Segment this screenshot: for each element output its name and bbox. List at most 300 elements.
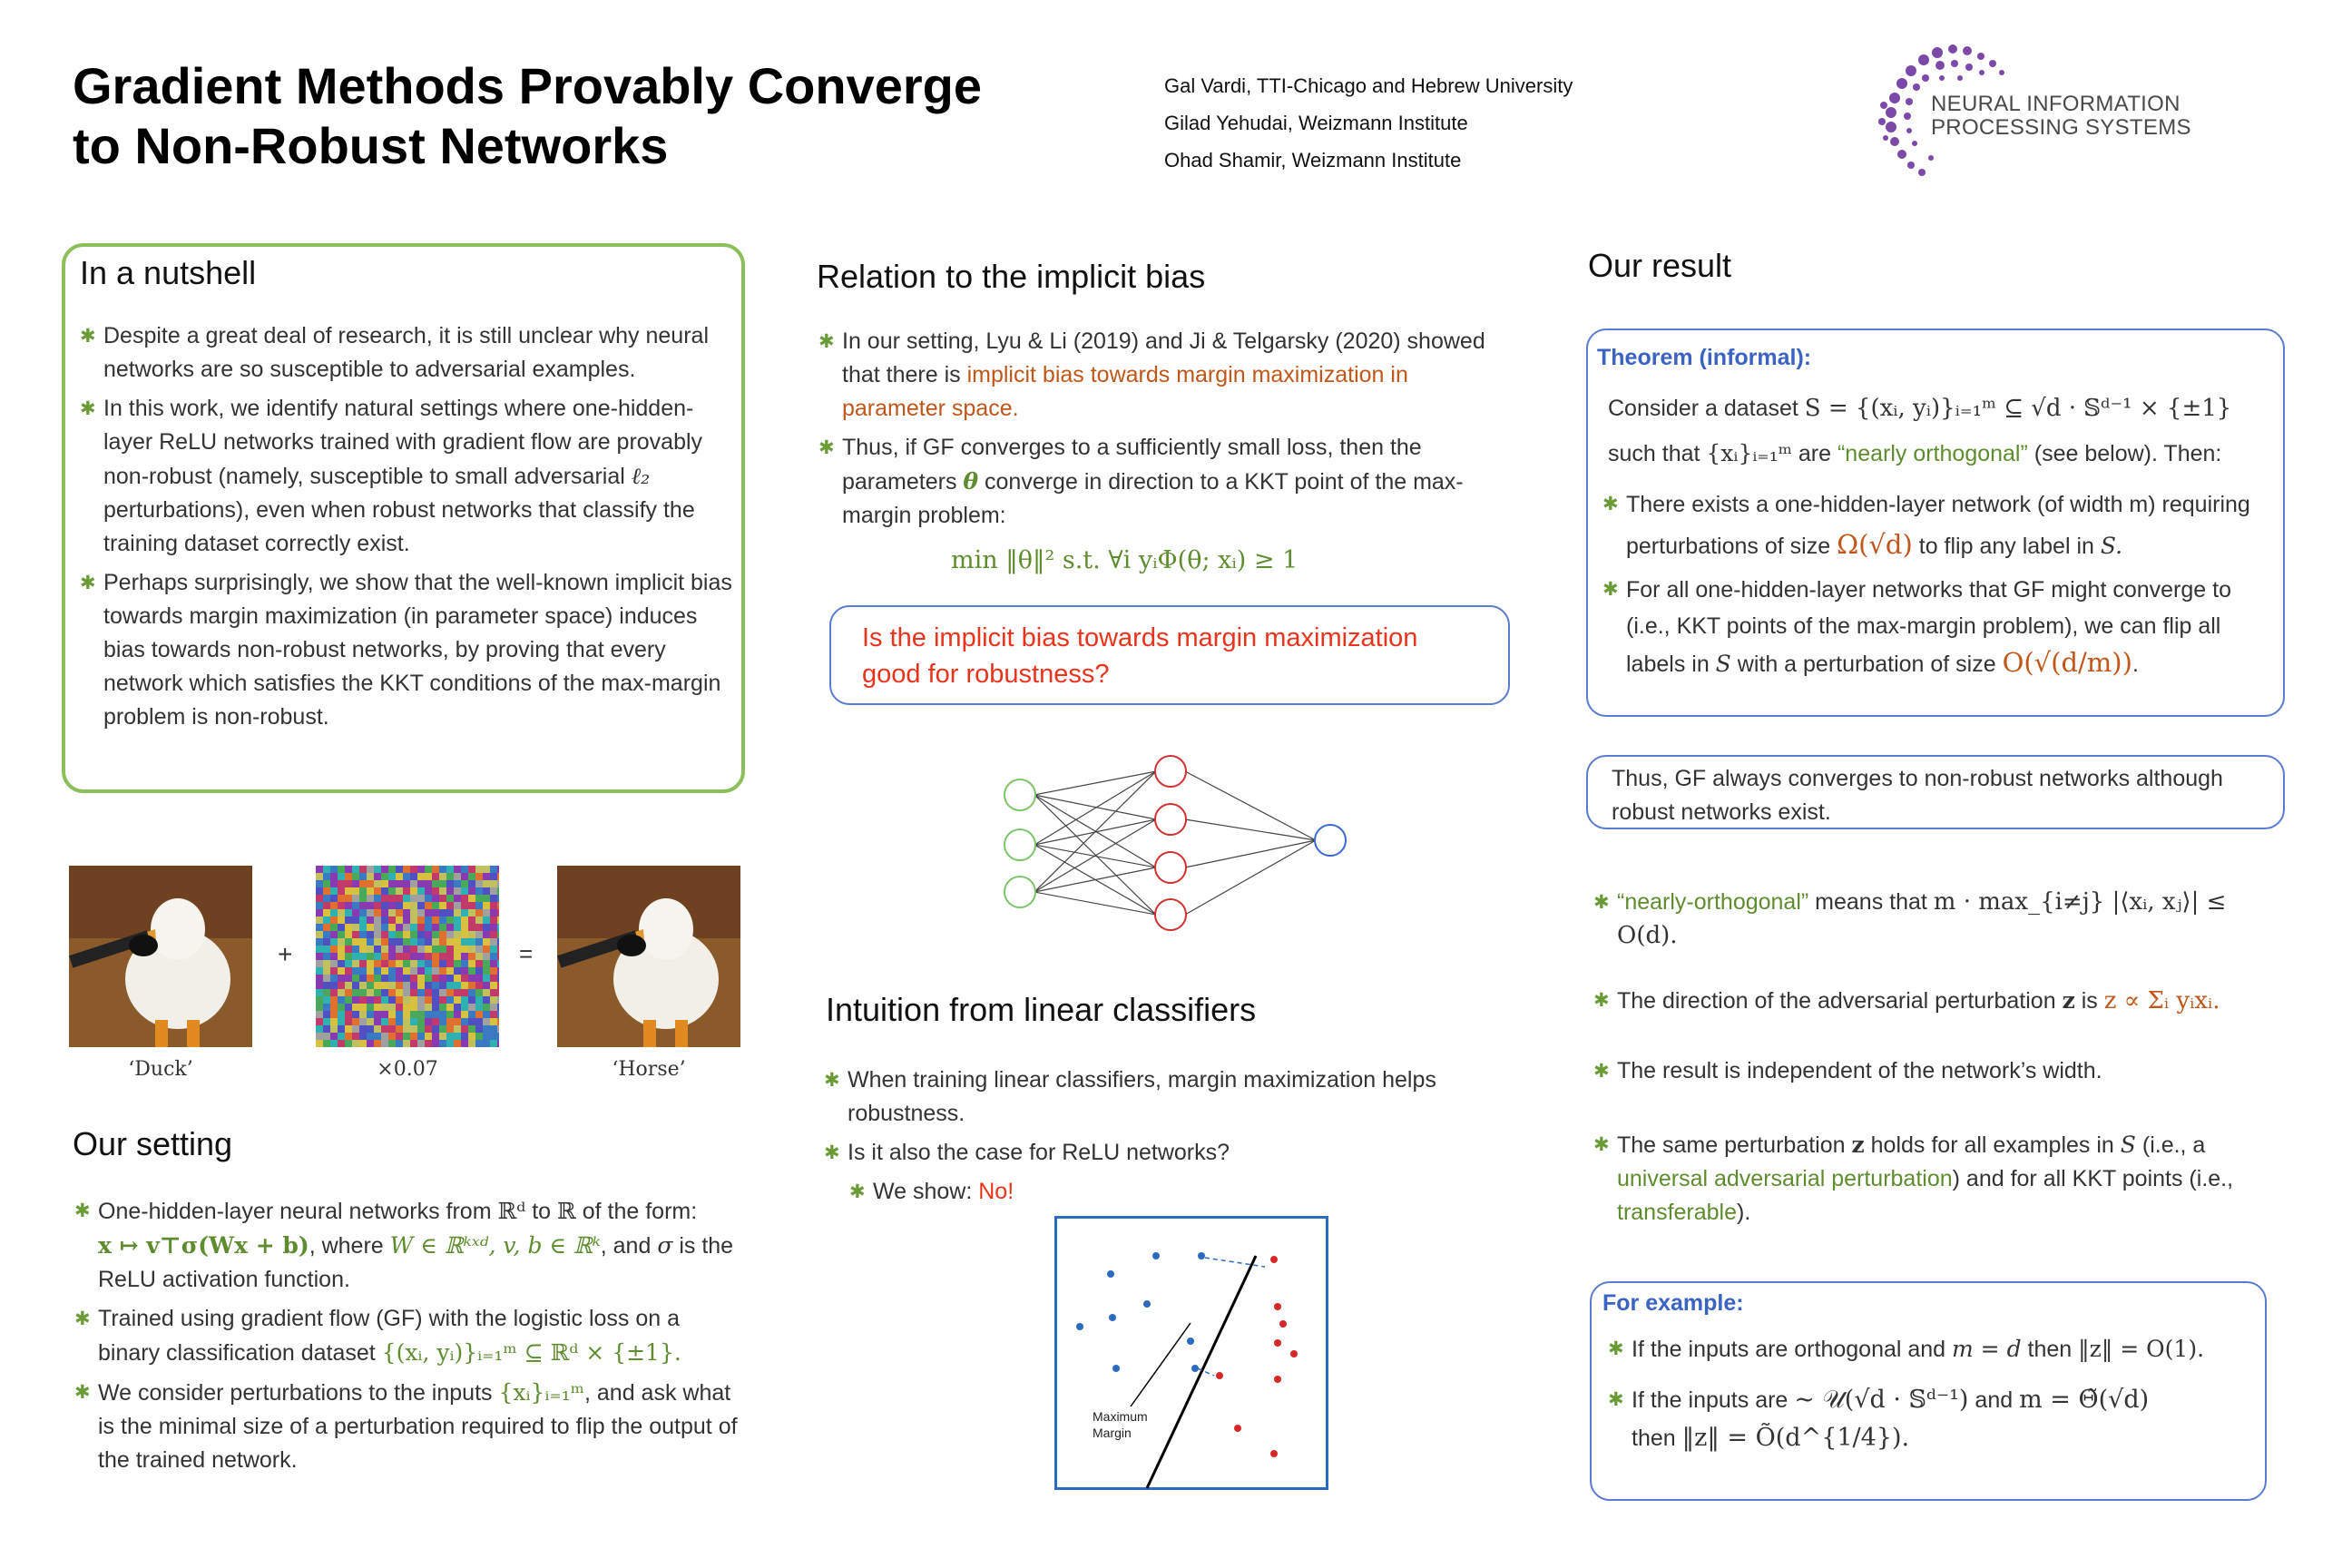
author-3: Ohad Shamir, Weizmann Institute xyxy=(1164,149,1462,172)
noise-pixel xyxy=(417,1004,425,1011)
noise-pixel xyxy=(468,873,475,880)
noise-pixel xyxy=(454,996,461,1004)
noise-pixel xyxy=(475,1040,483,1047)
noise-pixel xyxy=(367,931,374,938)
noise-pixel xyxy=(330,880,338,887)
noise-pixel xyxy=(497,1040,499,1047)
noise-pixel xyxy=(367,996,374,1004)
noise-pixel xyxy=(439,887,446,895)
noise-pixel xyxy=(388,982,396,989)
noise-pixel xyxy=(330,967,338,975)
blue-point xyxy=(1143,1300,1151,1308)
noise-pixel xyxy=(352,953,359,960)
nutshell-bullet-2: ✱ In this work, we identify natural settings where one-hidden-layer ReLU networks trained with gradient flow are provably non-robust (namely, susceptible to small adversarial ℓ₂ perturbations), even when robust networks that classify the training dataset correctly exist. xyxy=(80,392,735,561)
red-point xyxy=(1274,1376,1281,1383)
noise-pixel xyxy=(461,1033,468,1040)
noise-pixel xyxy=(410,946,417,953)
noise-pixel xyxy=(461,1011,468,1018)
noise-pixel xyxy=(432,916,439,924)
setting-bullet-3: ✱ We consider perturbations to the inputs {xᵢ}ᵢ₌₁ᵐ, and ask what is the minimal size of a perturbation required to flip the output of the trained network. xyxy=(74,1376,746,1477)
noise-pixel xyxy=(475,996,483,1004)
noise-pixel xyxy=(403,960,410,967)
noise-pixel xyxy=(374,887,381,895)
noise-pixel xyxy=(367,1033,374,1040)
noise-pixel xyxy=(367,887,374,895)
noise-pixel xyxy=(338,1011,345,1018)
noise-pixel xyxy=(381,909,388,916)
linear-bullet-2: ✱ Is it also the case for ReLU networks? xyxy=(824,1136,1514,1170)
noise-pixel xyxy=(490,975,497,982)
noise-pixel xyxy=(388,916,396,924)
noise-pixel xyxy=(381,1011,388,1018)
noise-pixel xyxy=(497,1011,499,1018)
noise-pixel xyxy=(381,880,388,887)
noise-pixel xyxy=(345,866,352,873)
noise-pixel xyxy=(316,975,323,982)
noise-pixel xyxy=(439,902,446,909)
noise-pixel xyxy=(439,873,446,880)
noise-pixel xyxy=(374,975,381,982)
noise-pixel xyxy=(367,1011,374,1018)
noise-pixel xyxy=(410,916,417,924)
noise-pixel xyxy=(388,1025,396,1033)
noise-pixel xyxy=(490,1040,497,1047)
noise-pixel xyxy=(316,1040,323,1047)
noise-pixel xyxy=(425,887,432,895)
noise-pixel xyxy=(396,916,403,924)
noise-pixel xyxy=(338,960,345,967)
noise-pixel xyxy=(490,982,497,989)
noise-pixel xyxy=(454,960,461,967)
noise-pixel xyxy=(432,1004,439,1011)
noise-pixel xyxy=(374,982,381,989)
noise-pixel xyxy=(446,895,454,902)
nutshell-list xyxy=(80,319,735,740)
noise-pixel xyxy=(475,909,483,916)
noise-pixel xyxy=(352,975,359,982)
noise-pixel xyxy=(403,996,410,1004)
noise-pixel xyxy=(461,938,468,946)
noise-pixel xyxy=(330,938,338,946)
linear-list xyxy=(824,1063,1514,1214)
noise-pixel xyxy=(396,960,403,967)
noise-pixel xyxy=(454,895,461,902)
noise-pixel xyxy=(396,873,403,880)
noise-pixel xyxy=(490,895,497,902)
noise-pixel xyxy=(439,1018,446,1025)
noise-pixel xyxy=(483,946,490,953)
noise-pixel xyxy=(352,989,359,996)
noise-pixel xyxy=(461,960,468,967)
noise-pixel xyxy=(432,895,439,902)
noise-pixel xyxy=(461,909,468,916)
noise-pixel xyxy=(359,953,367,960)
noise-pixel xyxy=(425,873,432,880)
noise-pixel xyxy=(497,924,499,931)
noise-pixel xyxy=(338,931,345,938)
noise-pixel xyxy=(316,873,323,880)
noise-pixel xyxy=(417,895,425,902)
noise-pixel xyxy=(323,1040,330,1047)
theorem-line-2: such that {xᵢ}ᵢ₌₁ᵐ are “nearly orthogonal” (see below). Then: xyxy=(1608,440,2222,466)
noise-pixel xyxy=(381,873,388,880)
noise-pixel xyxy=(367,873,374,880)
noise-pixel xyxy=(439,996,446,1004)
noise-pixel xyxy=(497,967,499,975)
noise-pixel xyxy=(330,895,338,902)
noise-pixel xyxy=(359,924,367,931)
horse-labeled-duck-image xyxy=(557,866,740,1047)
noise-pixel xyxy=(367,967,374,975)
noise-pixel xyxy=(359,916,367,924)
noise-pixel xyxy=(330,866,338,873)
noise-pixel xyxy=(367,924,374,931)
noise-pixel xyxy=(316,946,323,953)
noise-pixel xyxy=(316,924,323,931)
noise-pixel xyxy=(475,1011,483,1018)
noise-pixel xyxy=(323,902,330,909)
noise-pixel xyxy=(330,1004,338,1011)
noise-pixel xyxy=(396,982,403,989)
noise-pixel xyxy=(352,909,359,916)
noise-pixel xyxy=(396,909,403,916)
noise-pixel xyxy=(396,989,403,996)
noise-pixel xyxy=(330,887,338,895)
noise-pixel xyxy=(417,989,425,996)
noise-pixel xyxy=(410,1018,417,1025)
hidden-node xyxy=(1155,804,1186,835)
noise-pixel xyxy=(345,989,352,996)
noise-pixel xyxy=(388,887,396,895)
noise-pixel xyxy=(417,880,425,887)
noise-pixel xyxy=(403,975,410,982)
noise-pixel xyxy=(490,909,497,916)
noise-pixel xyxy=(475,1025,483,1033)
noise-pixel xyxy=(323,866,330,873)
logo-line-1: NEURAL INFORMATION xyxy=(1931,92,2180,116)
noise-pixel xyxy=(468,982,475,989)
noise-pixel xyxy=(330,902,338,909)
noise-pixel xyxy=(497,989,499,996)
noise-pixel xyxy=(374,916,381,924)
noise-pixel xyxy=(490,902,497,909)
noise-pixel xyxy=(425,909,432,916)
noise-pixel xyxy=(461,931,468,938)
noise-pixel xyxy=(345,1040,352,1047)
noise-pixel xyxy=(323,982,330,989)
noise-pixel xyxy=(468,1011,475,1018)
noise-pixel xyxy=(432,931,439,938)
noise-pixel xyxy=(410,938,417,946)
noise-pixel xyxy=(316,982,323,989)
noise-pixel xyxy=(374,873,381,880)
noise-pixel xyxy=(439,1011,446,1018)
noise-pixel xyxy=(483,1040,490,1047)
noise-pixel xyxy=(483,975,490,982)
noise-pixel xyxy=(338,938,345,946)
noise-pixel xyxy=(483,953,490,960)
noise-pixel xyxy=(345,953,352,960)
noise-pixel xyxy=(323,960,330,967)
noise-pixel xyxy=(432,967,439,975)
noise-pixel xyxy=(359,895,367,902)
noise-pixel xyxy=(475,989,483,996)
noise-pixel xyxy=(410,989,417,996)
noise-pixel xyxy=(417,982,425,989)
note-nearly-orthogonal: ✱ “nearly-orthogonal” means that m · max_{i≠j} |⟨xᵢ, xⱼ⟩| ≤ O(d). xyxy=(1593,886,2283,953)
noise-pixel xyxy=(330,1040,338,1047)
noise-pixel xyxy=(352,982,359,989)
noise-pixel xyxy=(446,982,454,989)
input-node xyxy=(1004,829,1035,860)
noise-pixel xyxy=(475,975,483,982)
noise-pixel xyxy=(475,880,483,887)
linear-heading: Intuition from linear classifiers xyxy=(826,991,1257,1028)
noise-pixel xyxy=(381,967,388,975)
noise-pixel xyxy=(381,989,388,996)
noise-pixel xyxy=(475,938,483,946)
noise-pixel xyxy=(490,953,497,960)
noise-pixel xyxy=(461,916,468,924)
noise-pixel xyxy=(417,873,425,880)
noise-pixel xyxy=(446,996,454,1004)
noise-pixel xyxy=(483,938,490,946)
noise-pixel xyxy=(374,967,381,975)
noise-pixel xyxy=(475,967,483,975)
noise-pixel xyxy=(483,1018,490,1025)
input-node xyxy=(1004,877,1035,907)
noise-pixel xyxy=(432,1033,439,1040)
noise-pixel xyxy=(359,975,367,982)
noise-pixel xyxy=(446,916,454,924)
noise-pixel xyxy=(454,909,461,916)
noise-pixel xyxy=(461,1004,468,1011)
example-list xyxy=(1608,1330,2261,1463)
noise-pixel xyxy=(359,866,367,873)
conclusion-box: Thus, GF always converges to non-robust networks although robust networks exist. xyxy=(1586,755,2285,829)
noise-pixel xyxy=(367,1040,374,1047)
noise-pixel xyxy=(367,902,374,909)
noise-pixel xyxy=(374,1004,381,1011)
plus-operator: + xyxy=(278,940,293,968)
noise-pixel xyxy=(446,931,454,938)
noise-pixel xyxy=(316,1004,323,1011)
noise-pixel xyxy=(454,975,461,982)
note-universal: ✱ The same perturbation z holds for all examples in S (i.e., a universal adversarial perturbation) and for all KKT points (i.e., transferable). xyxy=(1593,1128,2283,1230)
noise-pixel xyxy=(403,1011,410,1018)
noise-pixel xyxy=(345,1033,352,1040)
noise-pixel xyxy=(403,887,410,895)
noise-pixel xyxy=(490,887,497,895)
noise-pixel xyxy=(417,916,425,924)
noise-pixel xyxy=(388,924,396,931)
noise-pixel xyxy=(468,975,475,982)
setting-bullet-1: ✱ One-hidden-layer neural networks from ℝᵈ to ℝ of the form: x ↦ v⊤σ(Wx + b), where W ∈ ℝᵏˣᵈ, v, b ∈ ℝᵏ, and σ is the ReLU activation function. xyxy=(74,1194,746,1297)
noise-pixel xyxy=(454,916,461,924)
network-form-formula: x ↦ v⊤σ(Wx + b) xyxy=(98,1232,309,1259)
noise-pixel xyxy=(454,946,461,953)
noise-pixel xyxy=(396,967,403,975)
noise-pixel xyxy=(439,931,446,938)
noise-pixel xyxy=(439,895,446,902)
noise-pixel xyxy=(439,946,446,953)
noise-pixel xyxy=(425,916,432,924)
linear-bullet-3: ✱ We show: No! xyxy=(849,1175,1514,1209)
noise-pixel xyxy=(359,902,367,909)
noise-pixel xyxy=(483,1004,490,1011)
noise-pixel xyxy=(475,902,483,909)
noise-pixel xyxy=(359,1011,367,1018)
noise-pixel xyxy=(338,924,345,931)
noise-pixel xyxy=(454,931,461,938)
noise-pixel xyxy=(497,996,499,1004)
noise-pixel xyxy=(338,1033,345,1040)
noise-pixel xyxy=(468,1025,475,1033)
noise-pixel xyxy=(396,887,403,895)
nutshell-bullet-1: ✱ Despite a great deal of research, it is still unclear why neural networks are so susceptible to adversarial examples. xyxy=(80,319,735,387)
noise-pixel xyxy=(410,924,417,931)
noise-pixel xyxy=(497,866,499,873)
noise-pixel xyxy=(359,996,367,1004)
noise-pixel xyxy=(410,967,417,975)
noise-pixel xyxy=(425,975,432,982)
noise-pixel xyxy=(468,887,475,895)
noise-pixel xyxy=(454,953,461,960)
noise-pixel xyxy=(483,887,490,895)
noise-pixel xyxy=(381,895,388,902)
noise-pixel xyxy=(490,1011,497,1018)
noise-pixel xyxy=(410,982,417,989)
noise-pixel xyxy=(374,1018,381,1025)
noise-pixel xyxy=(388,953,396,960)
noise-pixel xyxy=(323,1018,330,1025)
noise-pixel xyxy=(417,975,425,982)
noise-pixel xyxy=(446,960,454,967)
noise-pixel xyxy=(483,902,490,909)
nutshell-heading: In a nutshell xyxy=(80,254,257,291)
noise-pixel xyxy=(367,1018,374,1025)
noise-pixel xyxy=(454,873,461,880)
network-edge xyxy=(1034,867,1156,892)
noise-pixel xyxy=(388,866,396,873)
noise-pixel xyxy=(425,1040,432,1047)
noise-pixel xyxy=(367,989,374,996)
noise-pixel xyxy=(446,1040,454,1047)
l2-norm-symbol: ℓ₂ xyxy=(631,463,651,489)
noise-pixel xyxy=(497,975,499,982)
noise-pixel xyxy=(417,1033,425,1040)
blue-point xyxy=(1152,1252,1160,1259)
noise-pixel xyxy=(352,866,359,873)
noise-pixel xyxy=(388,1004,396,1011)
noise-pixel xyxy=(461,967,468,975)
noise-pixel xyxy=(381,887,388,895)
noise-pixel xyxy=(388,895,396,902)
noise-pixel xyxy=(367,953,374,960)
noise-pixel xyxy=(374,960,381,967)
noise-pixel xyxy=(490,996,497,1004)
noise-pixel xyxy=(403,946,410,953)
noise-pixel xyxy=(316,895,323,902)
noise-pixel xyxy=(403,873,410,880)
network-diagram xyxy=(998,750,1361,931)
noise-pixel xyxy=(316,887,323,895)
noise-pixel xyxy=(490,960,497,967)
noise-pixel xyxy=(461,866,468,873)
noise-pixel xyxy=(497,982,499,989)
max-margin-plot xyxy=(1054,1216,1328,1490)
noise-pixel xyxy=(497,938,499,946)
author-2: Gilad Yehudai, Weizmann Institute xyxy=(1164,112,1468,134)
noise-pixel xyxy=(345,982,352,989)
noise-pixel xyxy=(475,873,483,880)
noise-pixel xyxy=(497,1033,499,1040)
noise-pixel xyxy=(483,909,490,916)
noise-pixel xyxy=(410,1025,417,1033)
noise-pixel xyxy=(403,880,410,887)
blue-point xyxy=(1198,1252,1205,1259)
noise-pixel xyxy=(396,996,403,1004)
setting-heading: Our setting xyxy=(73,1125,233,1162)
blue-point xyxy=(1191,1365,1199,1372)
noise-pixel xyxy=(323,880,330,887)
noise-pixel xyxy=(388,1011,396,1018)
network-edge xyxy=(1034,771,1156,795)
noise-pixel xyxy=(316,902,323,909)
noise-pixel xyxy=(374,931,381,938)
network-edge xyxy=(1034,771,1156,892)
noise-pixel xyxy=(417,960,425,967)
noise-pixel xyxy=(316,953,323,960)
noise-pixel xyxy=(381,1033,388,1040)
noise-pixel xyxy=(345,887,352,895)
noise-pixel xyxy=(432,1018,439,1025)
noise-pixel xyxy=(483,982,490,989)
noise-pixel xyxy=(439,960,446,967)
noise-pixel xyxy=(388,996,396,1004)
noise-pixel xyxy=(475,916,483,924)
noise-pixel xyxy=(352,931,359,938)
noise-pixel xyxy=(446,1033,454,1040)
noise-pixel xyxy=(468,895,475,902)
logo-wordmark xyxy=(1931,93,2191,140)
noise-pixel xyxy=(403,916,410,924)
noise-pixel xyxy=(323,1025,330,1033)
noise-pixel xyxy=(338,1004,345,1011)
noise-pixel xyxy=(396,1033,403,1040)
noise-pixel xyxy=(454,902,461,909)
noise-pixel xyxy=(483,967,490,975)
question-box: Is the implicit bias towards margin maximization good for robustness? xyxy=(829,605,1510,705)
noise-pixel xyxy=(446,866,454,873)
noise-pixel xyxy=(396,1011,403,1018)
noise-pixel xyxy=(330,931,338,938)
title-line-2: to Non-Robust Networks xyxy=(73,117,669,174)
noise-pixel xyxy=(425,1011,432,1018)
caption-duck: ‘Duck’ xyxy=(128,1058,193,1081)
noise-pixel xyxy=(330,924,338,931)
noise-pixel xyxy=(396,895,403,902)
noise-pixel xyxy=(468,1018,475,1025)
noise-pixel xyxy=(381,866,388,873)
noise-pixel xyxy=(446,873,454,880)
network-edge xyxy=(1034,892,1156,915)
noise-pixel xyxy=(439,989,446,996)
noise-pixel xyxy=(396,1040,403,1047)
noise-pixel xyxy=(359,960,367,967)
noise-pixel xyxy=(381,960,388,967)
noise-pixel xyxy=(367,1004,374,1011)
